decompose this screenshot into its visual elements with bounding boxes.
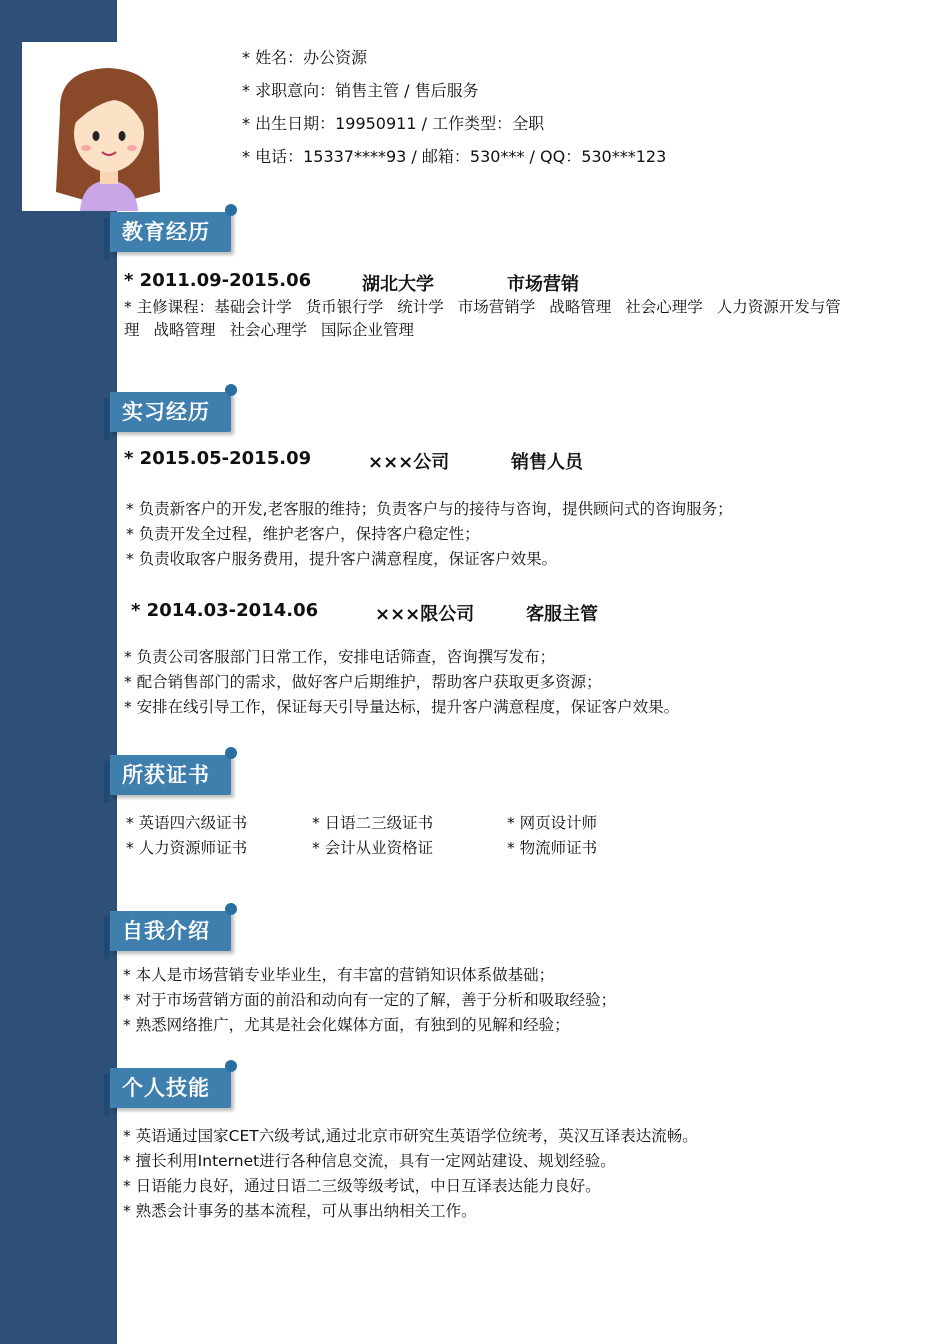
section-self-intro-title: 自我介绍 <box>122 919 210 943</box>
section-education-header <box>104 204 234 252</box>
job1-period: * 2015.05-2015.09 <box>124 448 312 469</box>
education-courses: * 主修课程：基础会计学 货币银行学 统计学 市场营销学 战略管理 社会心理学 人力资源开发与管理 战略管理 社会心理学 国际企业管理 <box>124 298 841 339</box>
profile-birth-worktype: * 出生日期：19950911 / 工作类型：全职 <box>242 114 545 133</box>
course-item: 基础会计学 <box>214 298 292 316</box>
section-internship-header <box>104 384 234 432</box>
certificate-item: * 网页设计师 <box>507 814 598 832</box>
section-skills-header <box>104 1060 234 1108</box>
skill-line: * 英语通过国家CET六级考试,通过北京市研究生英语学位统考，英汉互译表达流畅。 <box>123 1127 698 1145</box>
course-item: 人力资源开发与管理 <box>124 298 841 339</box>
section-education-title: 教育经历 <box>122 220 210 244</box>
course-item: 货币银行学 <box>305 298 384 316</box>
job1-company: ×××公司 <box>368 452 450 473</box>
avatar <box>22 42 231 211</box>
job2-duty: * 负责公司客服部门日常工作，安排电话筛查，咨询撰写发布； <box>124 648 556 666</box>
section-certificates-header <box>104 747 234 795</box>
section-self-intro-header <box>104 903 234 951</box>
job2-role: 客服主管 <box>526 604 598 625</box>
course-item: 社会心理学 <box>229 321 308 339</box>
job1-duty: * 负责收取客户服务费用，提升客户满意程度，保证客户效果。 <box>126 550 558 568</box>
job2-period: * 2014.03-2014.06 <box>131 600 319 621</box>
course-item: 市场营销学 <box>457 298 536 316</box>
skill-line: * 熟悉会计事务的基本流程，可从事出纳相关工作。 <box>123 1202 477 1220</box>
course-item: 统计学 <box>397 298 444 316</box>
skill-line: * 擅长利用Internet进行各种信息交流，具有一定网站建设、规划经验。 <box>123 1152 616 1170</box>
job1-role: 销售人员 <box>511 452 583 473</box>
skill-line: * 日语能力良好，通过日语二三级等级考试，中日互译表达能力良好。 <box>123 1177 601 1195</box>
education-major: 市场营销 <box>507 274 579 295</box>
section-internship-title: 实习经历 <box>122 400 210 424</box>
certificate-item: * 英语四六级证书 <box>126 814 248 832</box>
profile-name: * 姓名：办公资源 <box>242 48 368 67</box>
certificate-item: * 日语二三级证书 <box>312 814 434 832</box>
job2-duty: * 安排在线引导工作，保证每天引导量达标，提升客户满意程度，保证客户效果。 <box>124 698 680 716</box>
section-skills-title: 个人技能 <box>122 1076 210 1100</box>
job2-company: ×××限公司 <box>375 604 475 625</box>
certificate-item: * 会计从业资格证 <box>312 839 434 857</box>
education-school: 湖北大学 <box>362 274 434 295</box>
job2-duty: * 配合销售部门的需求，做好客户后期维护，帮助客户获取更多资源； <box>124 673 602 691</box>
profile-contact: * 电话：15337****93 / 邮箱：530*** / QQ：530***123 <box>242 147 667 166</box>
job1-duty: * 负责新客户的开发,老客服的维持；负责客户与的接待与咨询，提供顾问式的咨询服务； <box>126 500 733 518</box>
self-intro-line: * 对于市场营销方面的前沿和动向有一定的了解，善于分析和吸取经验； <box>123 991 617 1009</box>
course-item: 战略管理 <box>549 298 612 316</box>
self-intro-line: * 熟悉网络推广，尤其是社会化媒体方面，有独到的见解和经验； <box>123 1016 570 1034</box>
course-item: 战略管理 <box>153 321 216 339</box>
course-item: 社会心理学 <box>625 298 703 316</box>
certificate-item: * 人力资源师证书 <box>126 839 248 857</box>
course-item: 国际企业管理 <box>321 321 415 339</box>
job1-duty: * 负责开发全过程，维护老客户，保持客户稳定性； <box>126 525 480 543</box>
girl-avatar-icon <box>22 42 231 211</box>
self-intro-line: * 本人是市场营销专业毕业生，有丰富的营销知识体系做基础； <box>123 966 555 984</box>
profile-job-intent: * 求职意向：销售主管 / 售后服务 <box>242 81 479 100</box>
education-period: * 2011.09-2015.06 <box>124 270 312 291</box>
section-certificates-title: 所获证书 <box>122 763 210 787</box>
certificate-item: * 物流师证书 <box>507 839 598 857</box>
